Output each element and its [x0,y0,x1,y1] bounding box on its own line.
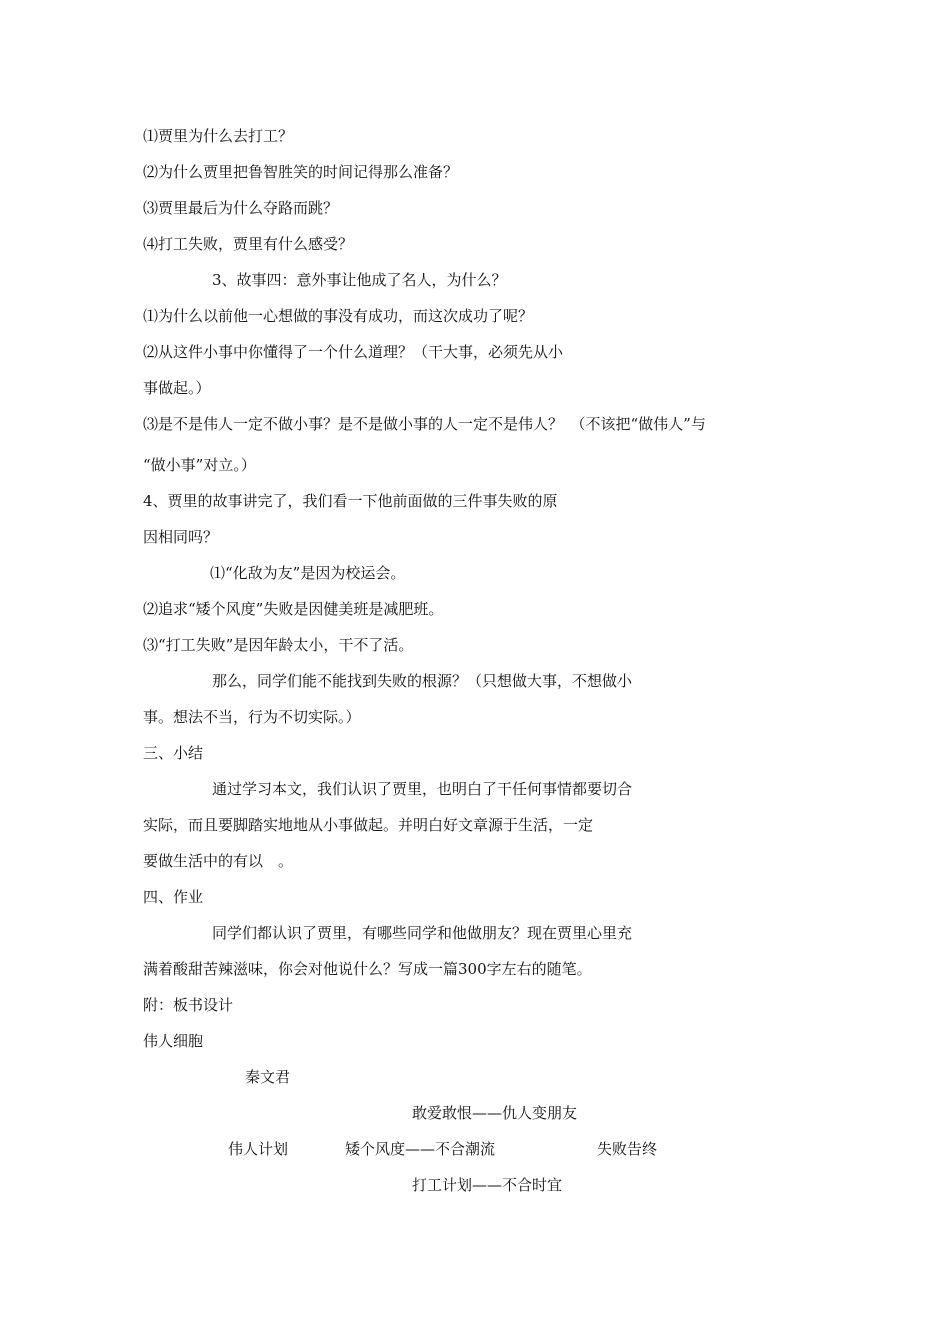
story-four-heading: 3、故事四：意外事让他成了名人，为什么？ [212,271,507,289]
board-author: 秦文君 [245,1068,291,1086]
board-result: 失败告终 [597,1140,658,1158]
summary-para-1: 通过学习本文，我们认识了贾里，也明白了干任何事情都要切合 [212,780,633,798]
appendix-heading: 附：板书设计 [143,996,234,1014]
section-four-heading-cont: 因相同吗？ [143,528,219,546]
homework-para-1: 同学们都认识了贾里，有哪些同学和他做朋友？现在贾里心里充 [212,924,633,942]
summary-heading: 三、小结 [143,744,204,762]
story-four-question-3: ⑶是不是伟人一定不做小事？是不是做小事的人一定不是伟人？ （不该把“做伟人”与 [143,415,706,433]
root-cause-question-cont: 事。想法不当，行为不切实际。） [143,708,361,726]
summary-para-2: 实际，而且要脚踏实地地从小事做起。并明白好文章源于生活，一定 [143,816,594,834]
board-title: 伟人细胞 [143,1032,204,1050]
story-four-question-3-cont: “做小事”对立。） [143,456,256,474]
board-branch-1: 敢爱敢恨——仇人变朋友 [412,1104,578,1122]
question-3: ⑶贾里最后为什么夺路而跳？ [143,199,339,217]
reason-1: ⑴“化敌为友”是因为校运会。 [210,564,406,582]
board-branch-2: 矮个风度——不合潮流 [345,1140,496,1158]
summary-para-3: 要做生活中的有以 。 [143,852,294,870]
story-four-question-2: ⑵从这件小事中你懂得了一个什么道理？（干大事，必须先从小 [143,343,564,361]
section-four-heading: 4、贾里的故事讲完了，我们看一下他前面做的三件事失败的原 [143,492,558,510]
homework-para-2: 满着酸甜苦辣滋味，你会对他说什么？写成一篇300字左右的随笔。 [143,960,592,978]
board-plan: 伟人计划 [228,1140,289,1158]
board-branch-3: 打工计划——不合时宜 [412,1176,563,1194]
question-4: ⑷打工失败，贾里有什么感受？ [143,235,354,253]
reason-2: ⑵追求“矮个风度”失败是因健美班是减肥班。 [143,600,444,618]
reason-3: ⑶“打工失败”是因年龄太小，干不了活。 [143,636,414,654]
homework-heading: 四、作业 [143,888,204,906]
question-1: ⑴贾里为什么去打工？ [143,127,294,145]
root-cause-question: 那么，同学们能不能找到失败的根源？（只想做大事，不想做小 [212,672,633,690]
story-four-question-1: ⑴为什么以前他一心想做的事没有成功，而这次成功了呢？ [143,307,534,325]
question-2: ⑵为什么贾里把鲁智胜笑的时间记得那么准备？ [143,163,459,181]
story-four-question-2-cont: 事做起。） [143,379,211,397]
